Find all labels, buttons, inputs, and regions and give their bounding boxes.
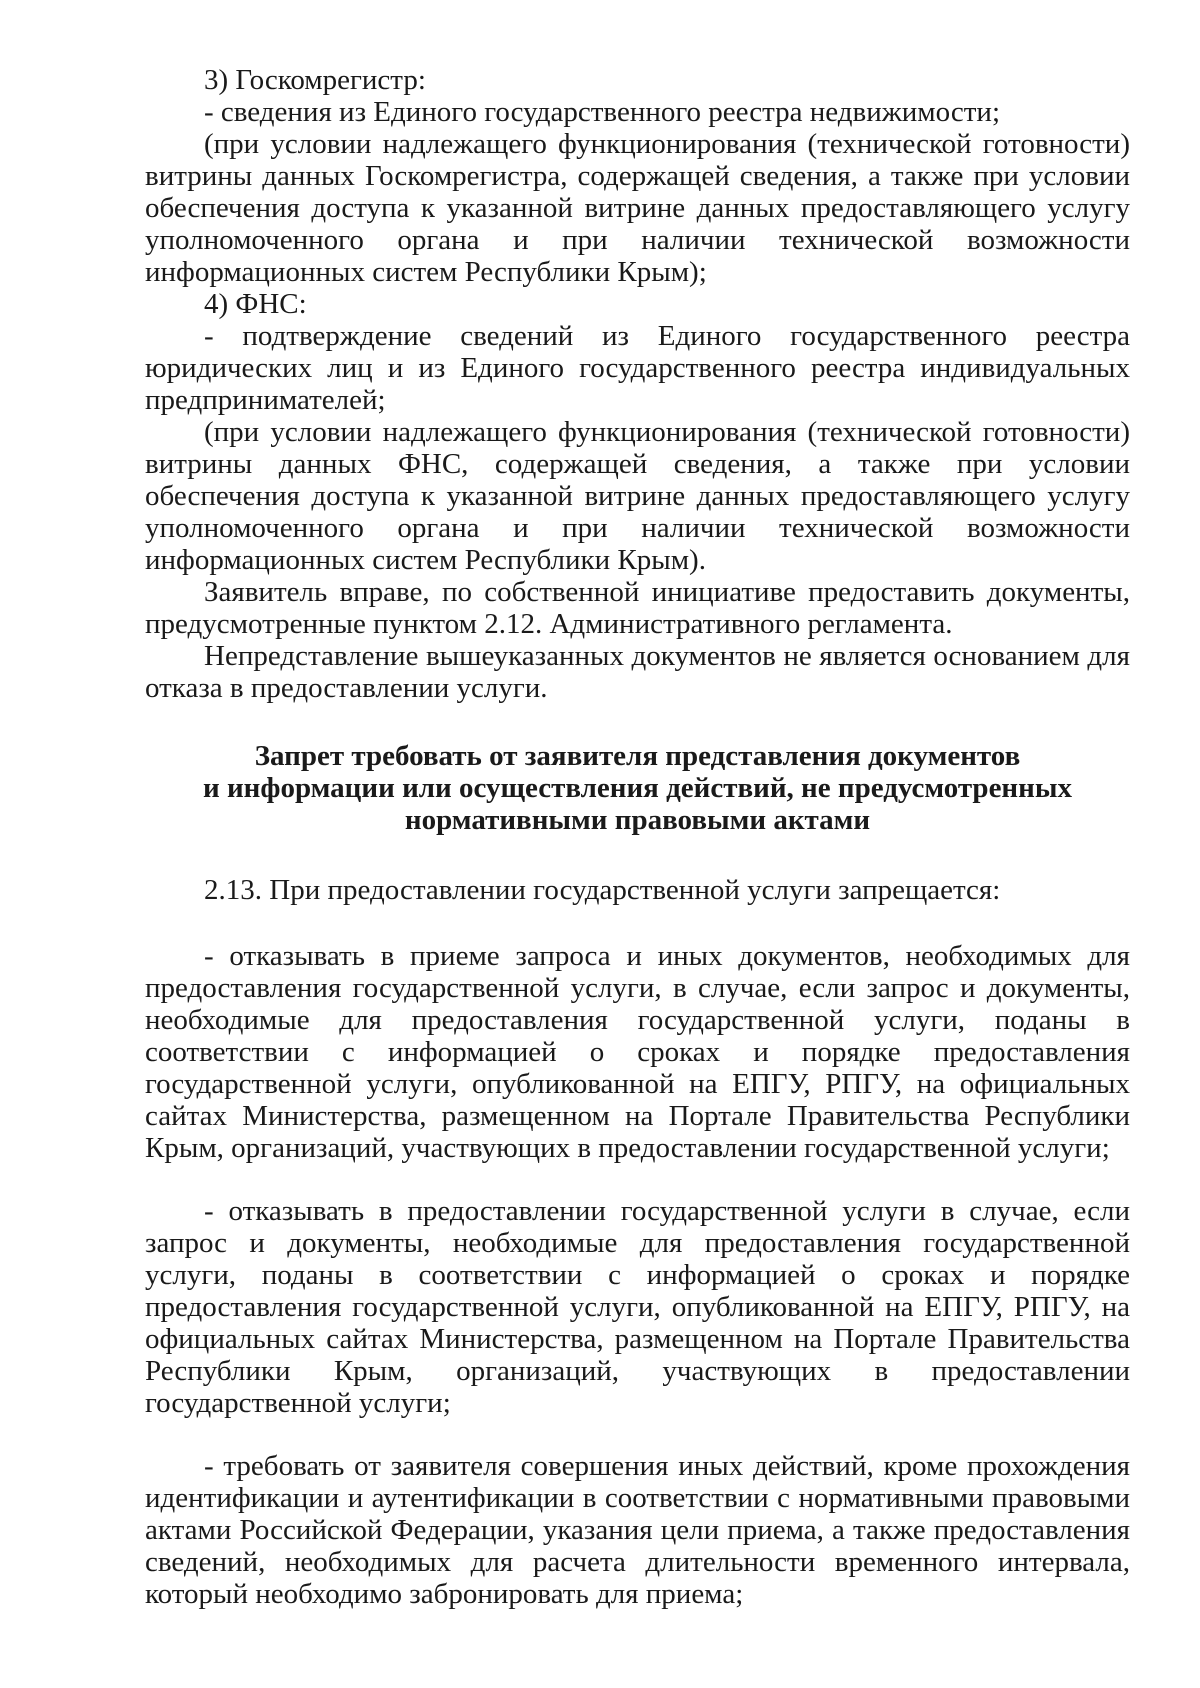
clause-2-13: 2.13. При предоставлении государственной услуги запрещается: [204, 874, 1001, 906]
document-body [145, 64, 1130, 1610]
prohibition-item-1: - отказывать в приеме запроса и иных документов, необходимых для предоставления государственной услуги, в случае, если запрос и документы, необходимые для предоставления государственной услуги, поданы в соответствии с информацией о сроках и порядке предоставления государственной услуги, опубликованной на ЕПГУ, РПГУ, на официальных сайтах Министерства, размещенном на Портале Правительства Республики Крым, организаций, участвующих в предоставлении государственной услуги; [145, 940, 1130, 1164]
gosreg-condition: (при условии надлежащего функционирования (технической готовности) витрины данных Госкомрегистра, содержащей сведения, а также при условии обеспечения доступа к указанной витрине данных предоставляющего услугу уполномоченного органа и при наличии технической возможности информационных систем Республики Крым); [145, 128, 1130, 288]
non-submission-paragraph: Непредставление вышеуказанных документов не является основанием для отказа в предоставлении услуги. [145, 640, 1130, 704]
fns-item: - подтверждение сведений из Единого государственного реестра юридических лиц и из Единого государственного реестра индивидуальных предпринимателей; [145, 320, 1130, 416]
prohibition-item-2: - отказывать в предоставлении государственной услуги в случае, если запрос и документы, необходимые для предоставления государственной услуги, поданы в соответствии с информацией о сроках и порядке предоставления государственной услуги, опубликованной на ЕПГУ, РПГУ, на официальных сайтах Министерства, размещенном на Портале Правительства Республики Крым, организаций, участвующих в предоставлении государственной услуги; [145, 1195, 1130, 1419]
section-heading-line-2: и информации или осуществления действий, не предусмотренных [203, 772, 1072, 804]
prohibition-item-3: - требовать от заявителя совершения иных действий, кроме прохождения идентификации и аутентификации в соответствии с нормативными правовыми актами Российской Федерации, указания цели приема, а также предоставления сведений, необходимых для расчета длительности временного интервала, который необходимо забронировать для приема; [145, 1450, 1130, 1610]
fns-title: 4) ФНС: [204, 288, 307, 320]
fns-condition: (при условии надлежащего функционирования (технической готовности) витрины данных ФНС, содержащей сведения, а также при условии обеспечения доступа к указанной витрине данных предоставляющего услугу уполномоченного органа и при наличии технической возможности информационных систем Республики Крым). [145, 416, 1130, 576]
gosreg-item: - сведения из Единого государственного реестра недвижимости; [204, 96, 1000, 128]
applicant-right-paragraph: Заявитель вправе, по собственной инициативе предоставить документы, предусмотренные пунктом 2.12. Административного регламента. [145, 576, 1130, 640]
section-heading-line-3: нормативными правовыми актами [404, 804, 871, 836]
gosreg-title: 3) Госкомрегистр: [204, 64, 426, 96]
section-heading [145, 740, 1130, 836]
section-heading-line-1: Запрет требовать от заявителя представления документов [254, 740, 1021, 772]
